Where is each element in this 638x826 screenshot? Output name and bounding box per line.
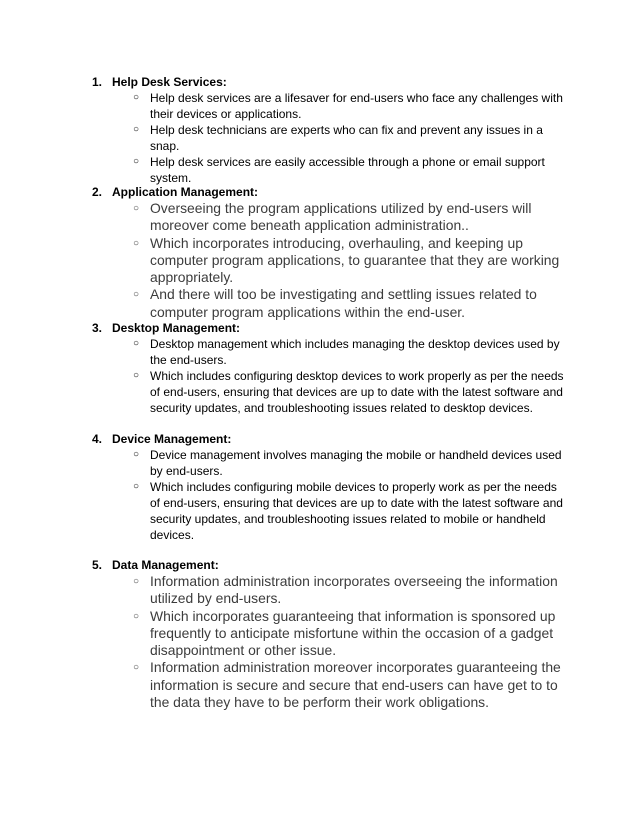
list-item: [0, 154, 638, 186]
hollow-circle-bullet-icon: ○: [132, 610, 140, 622]
section-heading: [92, 184, 258, 200]
hollow-circle-bullet-icon: ○: [132, 449, 140, 460]
list-item: [0, 608, 638, 660]
list-item: [0, 122, 638, 154]
hollow-circle-bullet-icon: ○: [132, 237, 140, 249]
hollow-circle-bullet-icon: ○: [132, 124, 140, 135]
hollow-circle-bullet-icon: ○: [132, 92, 140, 103]
list-item: [0, 200, 638, 235]
bullet-text: Information administration moreover incorporates guaranteeing the information is secure and secure that end-users can have get to to the data they have to be perform their work obligations.: [150, 659, 561, 711]
hollow-circle-bullet-icon: ○: [132, 203, 140, 214]
hollow-circle-bullet-icon: ○: [132, 370, 140, 381]
section-number: 5.: [92, 558, 103, 572]
section-heading: [92, 557, 219, 573]
section-title: Application Management:: [112, 185, 259, 199]
list-item: [0, 479, 638, 543]
list-item: [0, 659, 638, 711]
bullet-list: [0, 200, 638, 321]
hollow-circle-bullet-icon: ○: [132, 576, 140, 587]
bullet-text: Which includes configuring mobile devices to properly work as per the needs of end-users, ensuring that devices are up to date with the latest software and security updates, and troubleshooting issues related to mobile or handheld devices.: [150, 480, 563, 542]
bullet-text: Help desk services are easily accessible through a phone or email support system.: [150, 155, 545, 185]
section-heading: [92, 431, 231, 447]
bullet-text: Information administration incorporates overseeing the information utilized by end-users.: [150, 573, 558, 607]
section-heading: [92, 74, 227, 90]
list-item: [0, 368, 638, 416]
bullet-text: Which includes configuring desktop devices to work properly as per the needs of end-users, ensuring that devices are up to date with the latest software and security updates, and troubleshooting issues related to desktop devices.: [150, 369, 564, 415]
bullet-text: Help desk technicians are experts who can fix and prevent any issues in a snap.: [150, 123, 543, 153]
bullet-list: [0, 447, 638, 543]
list-item: [0, 90, 638, 122]
section-number: 3.: [92, 321, 103, 335]
section-title: Device Management:: [112, 432, 232, 446]
list-item: [0, 573, 638, 608]
hollow-circle-bullet-icon: ○: [132, 289, 140, 301]
bullet-text: Overseeing the program applications utilized by end-users will moreover come beneath application administration..: [150, 200, 532, 234]
list-item: [0, 286, 638, 321]
section-number: 2.: [92, 185, 103, 199]
section-number: 1.: [92, 75, 103, 89]
list-item: [0, 447, 638, 479]
section-title: Data Management:: [112, 558, 219, 572]
bullet-text: Desktop management which includes managing the desktop devices used by the end-users.: [150, 337, 560, 367]
section-heading: [92, 320, 240, 336]
bullet-list: [0, 90, 638, 186]
bullet-list: [0, 573, 638, 711]
bullet-text: Device management involves managing the mobile or handheld devices used by end-users.: [150, 448, 562, 478]
bullet-text: Which incorporates introducing, overhauling, and keeping up computer program applications, to guarantee that they are working appropriately.: [150, 234, 560, 286]
list-item: [0, 235, 638, 287]
bullet-text: Which incorporates guaranteeing that information is sponsored up frequently to anticipate misfortune within the occasion of a gadget disappointment or other issue.: [150, 607, 556, 659]
list-item: [0, 336, 638, 368]
section-title: Help Desk Services:: [112, 75, 227, 89]
section-number: 4.: [92, 432, 103, 446]
bullet-text: And there will too be investigating and settling issues related to computer program applications within the end-user.: [150, 286, 537, 320]
bullet-text: Help desk services are a lifesaver for end-users who face any challenges with their devices or applications.: [150, 91, 563, 121]
hollow-circle-bullet-icon: ○: [132, 338, 140, 349]
hollow-circle-bullet-icon: ○: [132, 156, 140, 167]
bullet-list: [0, 336, 638, 416]
section-title: Desktop Management:: [112, 321, 241, 335]
hollow-circle-bullet-icon: ○: [132, 481, 140, 492]
hollow-circle-bullet-icon: ○: [132, 662, 140, 674]
